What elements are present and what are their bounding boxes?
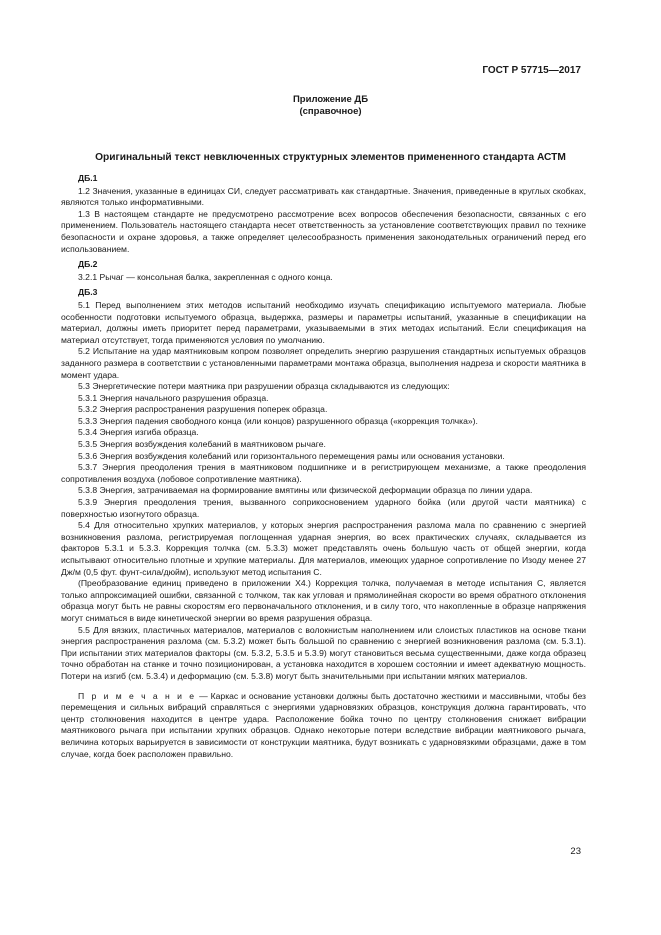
section-heading-db2: ДБ.2 (78, 259, 98, 270)
section-heading-db3: ДБ.3 (78, 287, 98, 298)
document-body (61, 173, 586, 760)
list-item: 5.3.5 Энергия возбуждения колебаний в маятниковом рычаге. (78, 439, 326, 450)
paragraph: 3.2.1 Рычаг — консольная балка, закрепленная с одного конца. (78, 271, 333, 282)
paragraph: 5.2 Испытание на удар маятниковым копром позволяет определить энергию разрушения стандартных испытуемых образцов заданного размера в соответствии с установленными параметрами монтажа образца, выполнения надреза и скорости маятника в момент удара. (61, 346, 586, 380)
paragraph: 5.5 Для вязких, пластичных материалов, материалов с волокнистым наполнением или слоистых пластиков на основе ткани энергия распространения разлома (см. 5.3.2) может быть большой по сравнению с энергией возникновения разлома (см. 5.3.1). При испытании этих материалов факторы (см. 5.3.2, 5.3.5 и 5.3.9) могут становиться весьма существенными, даже когда образец точно обработан на станке и точно позиционирован, а установка находится в хорошем состоянии и имеет адекватную мощность. Потери на изгиб (см. 5.3.4) и деформацию (см. 5.3.8) могут быть значительными при испытании мягких материалов. (61, 624, 586, 681)
annex-subtitle: (справочное) (299, 106, 362, 117)
standard-number: ГОСТ Р 57715—2017 (482, 65, 581, 76)
section-heading-db1: ДБ.1 (78, 173, 98, 183)
paragraph: 5.4 Для относительно хрупких материалов, у которых энергия распространения разлома мала по сравнению с энергией возникновения разлома, регистрируемая поглощенная ударная энергия, во всех практических случаях, складывается из факторов 5.3.1 и 5.3.3. Коррекция толчка (см. 5.3.3) может представлять очень большую часть от общей энергии, когда испытывают относительно плотные и хрупкие материалы. Для материалов, имеющих ударное сопротивление по Изоду менее 27 Дж/м (0,5 фут. фунт-сила/дюйм), используют метод испытания С. (61, 520, 586, 577)
note-text: — Каркас и основание установки должны быть достаточно жесткими и массивными, чтобы без перемещения и сильных вибраций справляться с энергиями ударновязких образцов, конструкция должна гарантировать, что центр столкновения находится в центре удара. Расположение бойка точно по центру столкновения снижает вибрации маятникового рычага при испытании хрупких образцов. Однако некоторые потери вследствие вибрации маятникового рычага, величина которых варьируется в зависимости от конструкции маятника, будут возникать с ударновязкими образцами, даже в том случае, когда боек расположен правильно. (61, 690, 586, 759)
list-item: 5.3.3 Энергия падения свободного конца (или концов) разрушенного образца («коррекция толчка»). (78, 415, 478, 426)
paragraph: 1.3 В настоящем стандарте не предусмотрено рассмотрение всех вопросов обеспечения безопасности, связанных с его применением. Пользователь настоящего стандарта несет ответственность за установление соответствующих правил по технике безопасности и охране здоровья, а также определяет целесообразность применения законодательных ограничений перед его использованием. (61, 208, 586, 254)
paragraph: 5.1 Перед выполнением этих методов испытаний необходимо изучать спецификацию испытуемого материала. Любые особенности подготовки испытуемого образца, выдержка, размеры и параметры испытаний, указанные в спецификации на материал, должны иметь приоритет перед параметрами, указываемыми в этих методах испытаний. Если спецификация на материал отсутствует, тогда применяются условия по умолчанию. (61, 299, 586, 345)
list-item: 5.3.2 Энергия распространения разрушения поперек образца. (78, 404, 328, 415)
list-item: 5.3.8 Энергия, затрачиваемая на формирование вмятины или физической деформации образца по линии удара. (78, 485, 533, 496)
list-item: 5.3.7 Энергия преодоления трения в маятниковом подшипнике и в регистрирующем механизме, а также преодоления сопротивления воздуха (лобовое сопротивление маятника). (61, 462, 586, 484)
list-item: 5.3.6 Энергия возбуждения колебаний или горизонтального перемещения рамы или основания установки. (78, 450, 505, 461)
list-item: 5.3.9 Энергия преодоления трения, вызванного соприкосновением ударного бойка (или другой части маятника) с поверхностью изогнутого образца. (61, 497, 586, 519)
paragraph: 1.2 Значения, указанные в единицах СИ, следует рассматривать как стандартные. Значения, приведенные в круглых скобках, являются только информативными. (61, 185, 586, 208)
paragraph: (Преобразование единиц приведено в приложении X4.) Коррекция толчка, получаемая в методе испытания С, является только аппроксимацией ошибки, связанной с толчком, так как угловая и прямолинейная скорости во время обратного отклонения образца могут быть не равны скоростям его первоначального отклонения, и в силу того, что накопленные в образце напряжения могут сниматься в виде кинетической энергии во время разрушения образца. (61, 578, 586, 623)
paragraph: 5.3 Энергетические потери маятника при разрушении образца складываются из следующих: (78, 381, 450, 392)
note (61, 691, 586, 761)
annex-title: Приложение ДБ (292, 94, 369, 105)
page-number: 23 (570, 846, 581, 857)
list-item: 5.3.4 Энергия изгиба образца. (78, 427, 199, 438)
note-label: П р и м е ч а н и е (78, 690, 197, 701)
list-item: 5.3.1 Энергия начального разрушения образца. (78, 392, 269, 403)
document-title: Оригинальный текст невключенных структурных элементов примененного стандарта АСТМ (95, 152, 566, 163)
